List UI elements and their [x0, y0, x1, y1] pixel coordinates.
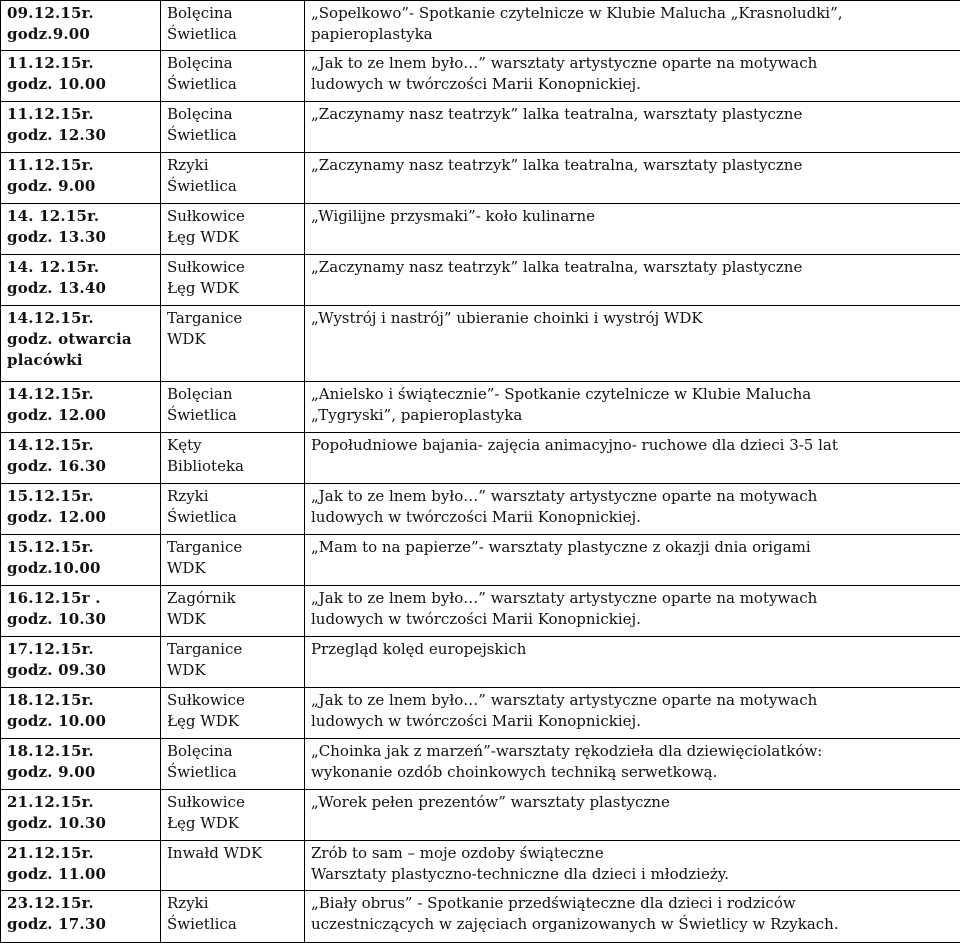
- event-description: Przegląd kolęd europejskich: [305, 637, 960, 688]
- table-row: [1, 306, 960, 382]
- schedule-body: [1, 1, 960, 943]
- event-place: Kęty Biblioteka: [161, 433, 305, 484]
- table-row: [1, 382, 960, 433]
- table-row: [1, 255, 960, 306]
- event-description: „Zaczynamy nasz teatrzyk” lalka teatralna, warsztaty plastyczne: [305, 102, 960, 153]
- event-description: „Jak to ze lnem było…” warsztaty artystyczne oparte na motywach ludowych w twórczości Marii Konopnickiej.: [305, 586, 960, 637]
- table-row: [1, 535, 960, 586]
- event-date: 14. 12.15r. godz. 13.30: [1, 204, 161, 255]
- event-date: 14. 12.15r. godz. 13.40: [1, 255, 161, 306]
- table-row: [1, 153, 960, 204]
- event-place: Sułkowice Łęg WDK: [161, 790, 305, 841]
- event-date: 21.12.15r. godz. 10.30: [1, 790, 161, 841]
- event-description: „Anielsko i świątecznie”- Spotkanie czytelnicze w Klubie Malucha „Tygryski”, papieroplastyka: [305, 382, 960, 433]
- table-row: [1, 1, 960, 51]
- event-description: „Jak to ze lnem było…” warsztaty artystyczne oparte na motywach ludowych w twórczości Marii Konopnickiej.: [305, 688, 960, 739]
- event-date: 21.12.15r. godz. 11.00: [1, 841, 161, 891]
- event-place: Bolęcina Świetlica: [161, 102, 305, 153]
- table-row: [1, 688, 960, 739]
- event-place: Bolęcina Świetlica: [161, 51, 305, 102]
- table-row: [1, 739, 960, 790]
- event-date: 18.12.15r. godz. 10.00: [1, 688, 161, 739]
- event-place: Zagórnik WDK: [161, 586, 305, 637]
- table-row: [1, 204, 960, 255]
- event-date: 11.12.15r. godz. 12.30: [1, 102, 161, 153]
- event-date: 16.12.15r . godz. 10.30: [1, 586, 161, 637]
- event-place: Bolęcina Świetlica: [161, 739, 305, 790]
- table-row: [1, 891, 960, 943]
- event-description: „Sopelkowo”- Spotkanie czytelnicze w Klubie Malucha „Krasnoludki”, papieroplastyka: [305, 1, 960, 51]
- event-date: 09.12.15r. godz.9.00: [1, 1, 161, 51]
- table-row: [1, 433, 960, 484]
- event-description: Zrób to sam – moje ozdoby świąteczne Warsztaty plastyczno-techniczne dla dzieci i młodzieży.: [305, 841, 960, 891]
- event-place: Inwałd WDK: [161, 841, 305, 891]
- event-description: „Wystrój i nastrój” ubieranie choinki i wystrój WDK: [305, 306, 960, 382]
- event-place: Targanice WDK: [161, 637, 305, 688]
- event-place: Sułkowice Łęg WDK: [161, 255, 305, 306]
- event-place: Bolęcina Świetlica: [161, 1, 305, 51]
- table-row: [1, 841, 960, 891]
- event-date: 17.12.15r. godz. 09.30: [1, 637, 161, 688]
- event-place: Sułkowice Łęg WDK: [161, 688, 305, 739]
- event-date: 23.12.15r. godz. 17.30: [1, 891, 161, 943]
- event-date: 14.12.15r. godz. 12.00: [1, 382, 161, 433]
- event-place: Rzyki Świetlica: [161, 891, 305, 943]
- event-place: Rzyki Świetlica: [161, 153, 305, 204]
- event-place: Targanice WDK: [161, 306, 305, 382]
- table-row: [1, 51, 960, 102]
- event-place: Sułkowice Łęg WDK: [161, 204, 305, 255]
- event-date: 15.12.15r. godz. 12.00: [1, 484, 161, 535]
- event-place: Rzyki Świetlica: [161, 484, 305, 535]
- event-place: Targanice WDK: [161, 535, 305, 586]
- event-description: „Zaczynamy nasz teatrzyk” lalka teatralna, warsztaty plastyczne: [305, 153, 960, 204]
- event-description: „Worek pełen prezentów” warsztaty plastyczne: [305, 790, 960, 841]
- event-date: 14.12.15r. godz. 16.30: [1, 433, 161, 484]
- event-description: „Biały obrus” - Spotkanie przedświąteczne dla dzieci i rodziców uczestniczących w zajęciach organizowanych w Świetlicy w Rzykach.: [305, 891, 960, 943]
- event-description: „Wigilijne przysmaki”- koło kulinarne: [305, 204, 960, 255]
- event-description: „Mam to na papierze”- warsztaty plastyczne z okazji dnia origami: [305, 535, 960, 586]
- event-description: „Zaczynamy nasz teatrzyk” lalka teatralna, warsztaty plastyczne: [305, 255, 960, 306]
- event-date: 18.12.15r. godz. 9.00: [1, 739, 161, 790]
- event-date: 11.12.15r. godz. 10.00: [1, 51, 161, 102]
- event-description: „Jak to ze lnem było…” warsztaty artystyczne oparte na motywach ludowych w twórczości Marii Konopnickiej.: [305, 484, 960, 535]
- table-row: [1, 637, 960, 688]
- table-row: [1, 102, 960, 153]
- event-place: Bolęcian Świetlica: [161, 382, 305, 433]
- table-row: [1, 790, 960, 841]
- event-description: „Choinka jak z marzeń”-warsztaty rękodzieła dla dziewięciolatków: wykonanie ozdób choinkowych techniką serwetkową.: [305, 739, 960, 790]
- event-date: 14.12.15r. godz. otwarcia placówki: [1, 306, 161, 382]
- table-row: [1, 586, 960, 637]
- event-description: „Jak to ze lnem było…” warsztaty artystyczne oparte na motywach ludowych w twórczości Marii Konopnickiej.: [305, 51, 960, 102]
- table-row: [1, 484, 960, 535]
- event-description: Popołudniowe bajania- zajęcia animacyjno- ruchowe dla dzieci 3-5 lat: [305, 433, 960, 484]
- event-date: 11.12.15r. godz. 9.00: [1, 153, 161, 204]
- event-date: 15.12.15r. godz.10.00: [1, 535, 161, 586]
